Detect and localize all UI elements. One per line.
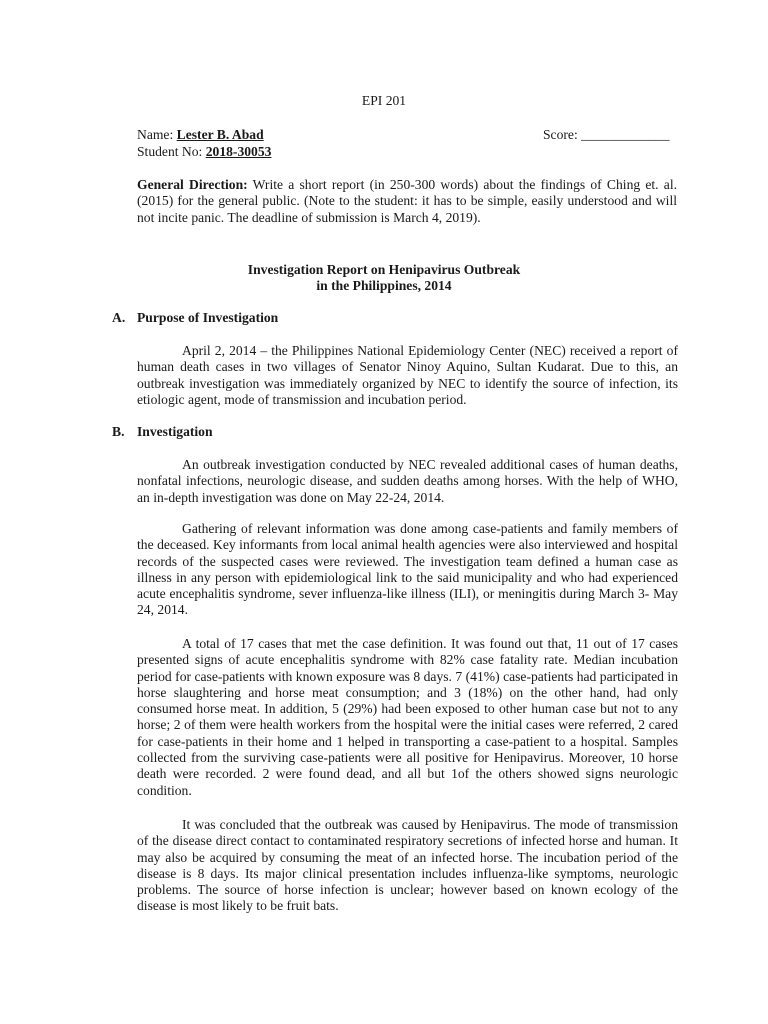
report-title-line-1: Investigation Report on Henipavirus Outbreak (247, 262, 521, 277)
section-b-paragraph-1: An outbreak investigation conducted by NEC revealed additional cases of human deaths, nonfatal infections, neurologic disease, and sudden deaths among horses. With the help of WHO, an in-depth investigation was done on May 22-24, 2014. (137, 457, 678, 505)
score-blank: _____________ (581, 127, 670, 142)
section-b-heading (112, 424, 213, 440)
score-label: Score: (543, 127, 578, 142)
report-title-line-2: in the Philippines, 2014 (316, 278, 452, 294)
section-a-title: Purpose of Investigation (137, 310, 279, 325)
student-number-row (137, 144, 271, 160)
section-b-title: Investigation (137, 424, 213, 439)
name-label: Name: (137, 127, 174, 142)
section-a-heading (112, 310, 278, 326)
course-code: EPI 201 (361, 93, 407, 108)
section-a-paragraph: April 2, 2014 – the Philippines National Epidemiology Center (NEC) received a report of human death cases in two villages of Senator Ninoy Aquino, Sultan Kudarat. Due to this, an outbreak investigation was immediately organized by NEC to identify the source of infection, its etiologic agent, mode of transmission and incubation period. (137, 343, 678, 407)
direction-text: Write a short report (in 250-300 words) about the findings of Ching et. al. (2015) for the general public. (Note to the student: it has to be simple, easily understood and will not incite panic. The deadline of submission is March 4, 2019). (137, 177, 678, 225)
direction-label: General Direction: (137, 177, 248, 192)
section-b-paragraph-2: Gathering of relevant information was done among case-patients and family members of the deceased. Key informants from local animal health agencies were also interviewed and hospital records of the suspected cases were reviewed. The investigation team defined a human case as illness in any person with epidemiological link to the said municipality and who had experienced acute encephalitis syndrome, sever influenza-like illness (ILI), or meningitis during March 3- May 24, 2014. (137, 521, 678, 618)
student-number: 2018-30053 (205, 144, 272, 159)
report-title (0, 262, 768, 295)
score-field (543, 127, 670, 143)
student-no-label: Student No: (137, 144, 203, 159)
student-name: Lester B. Abad (176, 127, 264, 142)
section-b-letter: B. (112, 424, 125, 439)
general-direction (137, 177, 677, 226)
section-a-letter: A. (112, 310, 126, 325)
section-b-paragraph-4: It was concluded that the outbreak was caused by Henipavirus. The mode of transmission of the disease direct contact to contaminated respiratory secretions of infected horse and human. It may also be acquired by consuming the meat of an infected horse. The incubation period of the disease is 8 days. Its major clinical presentation includes influenza-like symptoms, neurologic problems. The source of horse infection is unclear; however based on known ecology of the disease is most likely to be fruit bats. (137, 817, 678, 914)
name-row (137, 127, 677, 143)
section-b-paragraph-3: A total of 17 cases that met the case definition. It was found out that, 11 out of 17 cases presented signs of acute encephalitis syndrome with 82% case fatality rate. Median incubation period for case-patients with known exposure was 8 days. 7 (41%) case-patients had participated in horse slaughtering and horse meat consumption; and 3 (18%) on the other hand, had only consumed horse meat. In addition, 5 (29%) had been exposed to other human case but not to any horse; 2 of them were health workers from the hospital were the initial cases were referred, 2 cared for case-patients in their home and 1 helped in transporting a case-patient to a hospital. Samples collected from the surviving case-patients were all positive for Henipavirus. Moreover, 10 horse death were recorded. 2 were found dead, and all but 1of the others showed signs neurologic condition. (137, 636, 678, 798)
